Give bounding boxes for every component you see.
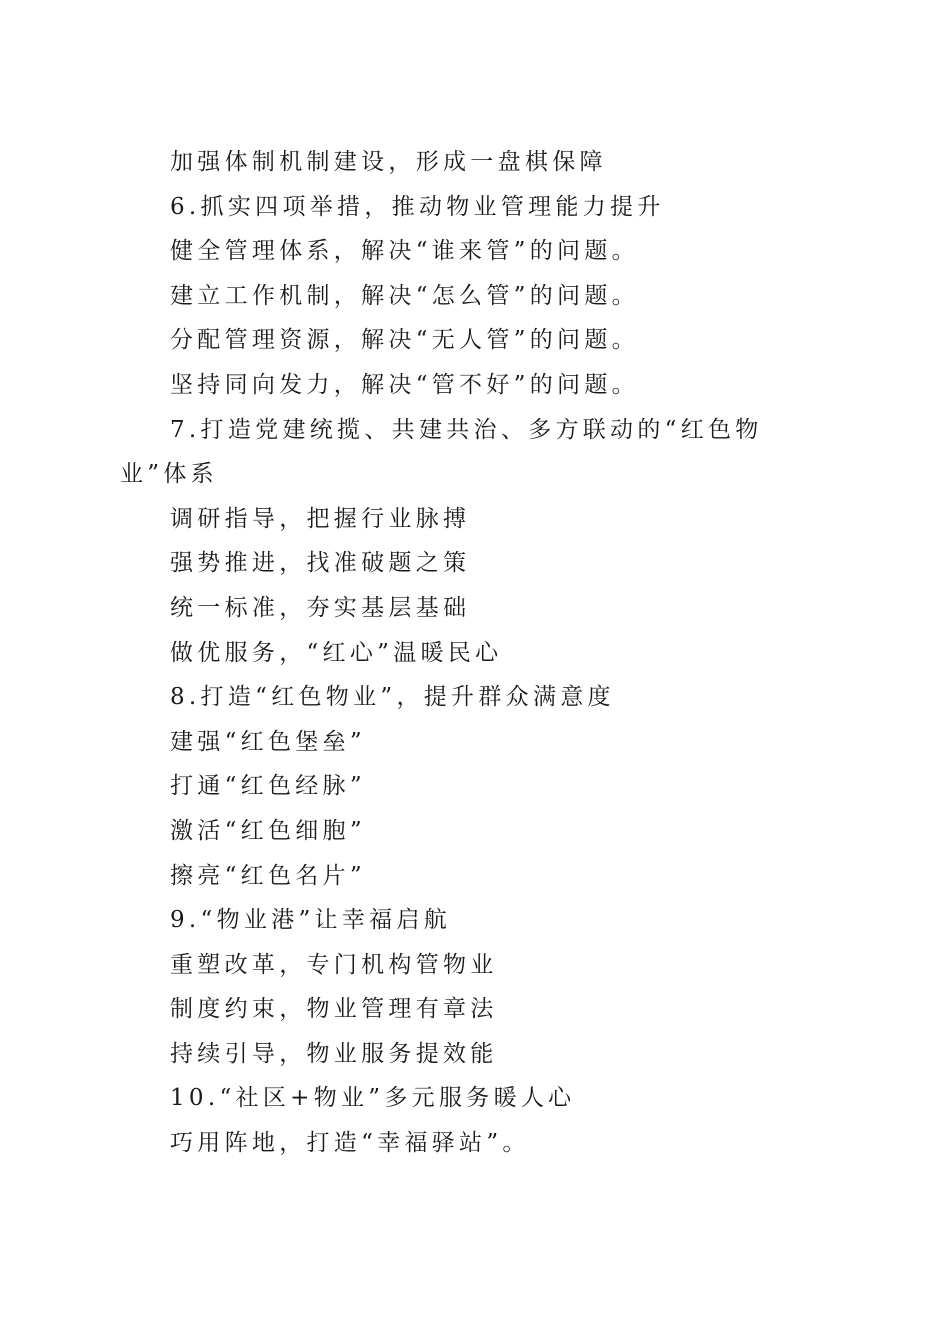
paragraph: 坚持同向发力，解决“管不好”的问题。: [170, 371, 639, 398]
paragraph: 建立工作机制，解决“怎么管”的问题。: [170, 282, 639, 309]
section-heading: 8.打造“红色物业”，提升群众满意度: [170, 684, 615, 711]
paragraph: 统一标准，夯实基层基础: [170, 594, 471, 621]
paragraph: 重塑改革，专门机构管物业: [170, 951, 498, 978]
paragraph: 健全管理体系，解决“谁来管”的问题。: [170, 238, 639, 265]
paragraph: 持续引导，物业服务提效能: [170, 1040, 498, 1067]
section-heading: 7.打造党建统揽、共建共治、多方联动的“红色物业”体系: [120, 416, 763, 488]
section-heading: 10.“社区+物业”多元服务暖人心: [170, 1085, 576, 1112]
paragraph: 激活“红色细胞”: [170, 817, 366, 844]
paragraph: 加强体制机制建设，形成一盘棋保障: [170, 149, 607, 175]
paragraph: 制度约束，物业管理有章法: [170, 996, 498, 1023]
paragraph: 建强“红色堡垒”: [170, 728, 366, 755]
paragraph: 强势推进，找准破题之策: [170, 550, 471, 577]
paragraph: 打通“红色经脉”: [170, 773, 366, 800]
paragraph: 分配管理资源，解决“无人管”的问题。: [170, 327, 639, 354]
paragraph: 调研指导，把握行业脉搏: [170, 505, 471, 532]
paragraph: 擦亮“红色名片”: [170, 862, 366, 889]
section-heading: 6.抓实四项举措，推动物业管理能力提升: [170, 193, 665, 220]
paragraph: 巧用阵地，打造“幸福驿站”。: [170, 1130, 530, 1157]
document-body: [120, 140, 830, 1166]
section-heading: 9.“物业港”让幸福启航: [170, 907, 452, 934]
paragraph: 做优服务，“红心”温暖民心: [170, 639, 503, 666]
